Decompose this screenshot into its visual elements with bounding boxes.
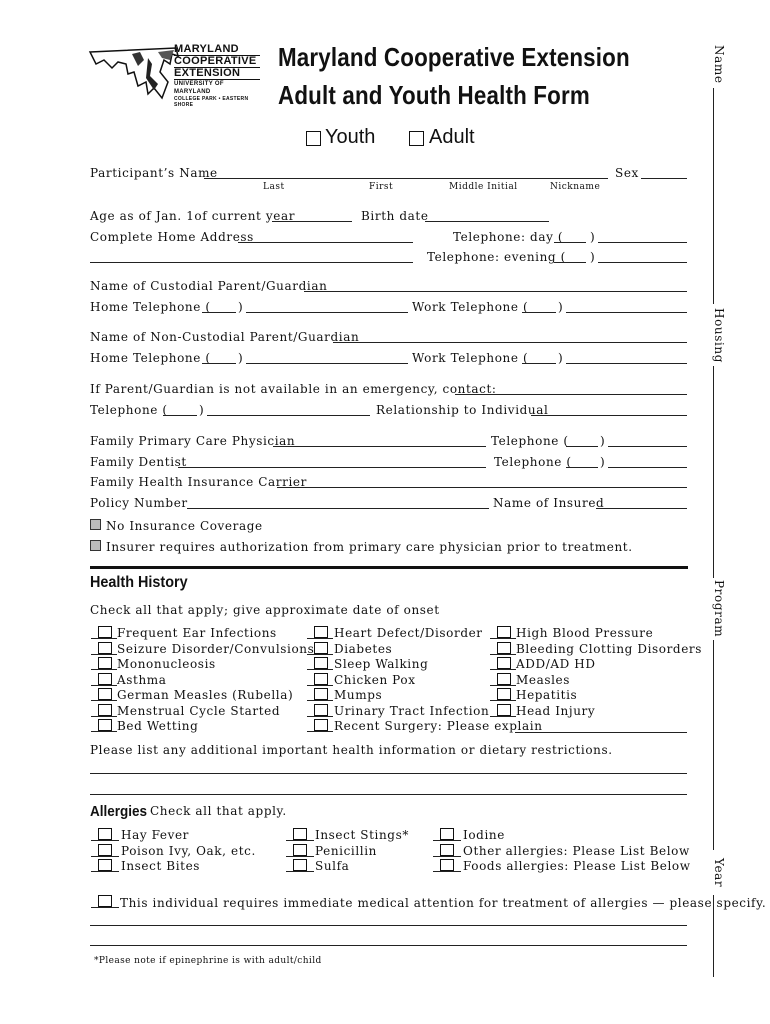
relationship-label: Relationship to Individual [376,403,549,417]
title-line-1: Maryland Cooperative Extension [278,42,630,72]
health-col1-label: Menstrual Cycle Started [117,703,281,718]
allergy-col3-checkbox[interactable] [440,828,454,840]
emergency-tel-label: Telephone ( [90,403,168,417]
emergency-contact-label: If Parent/Guardian is not available in an emergency, contact: [90,382,497,396]
participant-name-field[interactable] [204,178,608,179]
telephone-day-area[interactable] [554,242,586,243]
health-col1-checkbox[interactable] [98,642,112,654]
health-col2-underline [307,685,333,686]
health-col1-checkbox[interactable] [98,704,112,716]
telephone-evening-close: ) [590,250,596,264]
logo-line-4: UNIVERSITY OF MARYLAND [174,81,224,95]
health-col3-underline [490,654,516,655]
no-insurance-label: No Insurance Coverage [106,519,263,533]
health-col2-label: Sleep Walking [334,657,429,671]
dentist-tel-number[interactable] [608,467,687,468]
telephone-evening-label: Telephone: evening ( [427,250,566,264]
health-col3-checkbox[interactable] [497,626,511,638]
health-col2-label: Mumps [334,688,383,702]
custodial-home-tel-number[interactable] [246,312,408,313]
allergy-col3-label: Other allergies: Please List Below [463,843,690,858]
dentist-tel-label: Telephone ( [494,455,572,469]
logo-line-2: COOPERATIVE [174,56,260,68]
immediate-attention-line-1[interactable] [90,925,687,926]
allergy-col2-underline [286,840,314,841]
allergy-col2-label: Penicillin [315,843,378,858]
health-col1-checkbox[interactable] [98,626,112,638]
noncustodial-home-tel-number[interactable] [246,363,408,364]
health-col3-checkbox[interactable] [497,704,511,716]
physician-tel-area[interactable] [566,446,598,447]
logo-line-1: MARYLAND [174,44,260,56]
allergy-col3-label: Iodine [463,828,505,842]
noncustodial-parent-field[interactable] [333,342,687,343]
allergy-col3-checkbox[interactable] [440,859,454,871]
allergies-header: Allergies [90,803,148,820]
health-col1-underline [91,638,117,639]
custodial-work-tel-label: Work Telephone ( [412,300,529,314]
health-col3-underline [490,685,516,686]
allergy-col2-label: Sulfa [315,859,350,873]
allergy-col1-underline [91,840,119,841]
adult-label: Adult [429,126,475,148]
side-program-label: Program [712,580,726,638]
emergency-contact-field[interactable] [455,394,687,395]
health-col2-label: Urinary Tract Infection [334,703,490,718]
custodial-work-tel-area[interactable] [522,312,556,313]
epinephrine-note: *Please note if epinephrine is with adult/child [94,956,322,966]
side-housing-line[interactable] [713,366,714,578]
health-col2-checkbox[interactable] [314,704,328,716]
noncustodial-work-tel-number[interactable] [566,363,687,364]
health-col2-underline [307,731,333,732]
health-col2-label: Diabetes [334,641,393,656]
birth-date-field[interactable] [425,221,549,222]
physician-tel-label: Telephone ( [491,434,569,448]
allergy-col1-label: Insect Bites [121,859,201,873]
health-divider [90,566,688,569]
health-col3-underline [490,669,516,670]
insurer-auth-label: Insurer requires authorization from primary care physician prior to treatment. [106,540,633,554]
emergency-tel-close: ) [199,403,205,417]
home-address-field[interactable] [238,242,413,243]
health-col2-checkbox[interactable] [314,642,328,654]
additional-info-line-1[interactable] [90,773,687,774]
telephone-evening-number[interactable] [598,262,687,263]
health-col2-underline [307,716,333,717]
noncustodial-parent-label: Name of Non-Custodial Parent/Guardian [90,330,360,344]
health-col3-label: High Blood Pressure [516,626,654,640]
health-col1-label: Bed Wetting [117,719,199,733]
custodial-home-tel-area[interactable] [202,312,236,313]
insurer-auth-checkbox[interactable] [90,540,101,551]
adult-checkbox[interactable] [409,131,424,146]
policy-number-field[interactable] [187,508,489,509]
insurance-carrier-field[interactable] [277,487,687,488]
health-col3-underline [490,716,516,717]
youth-checkbox[interactable] [306,131,321,146]
allergy-col3-underline [433,856,461,857]
health-col3-label: Head Injury [516,703,596,718]
health-col1-label: Seizure Disorder/Convulsions [117,641,315,656]
dentist-tel-area[interactable] [566,467,598,468]
health-col2-checkbox[interactable] [314,673,328,685]
side-name-line[interactable] [713,88,714,304]
no-insurance-checkbox[interactable] [90,519,101,530]
allergy-col3-underline [433,840,461,841]
insurance-carrier-label: Family Health Insurance Carrier [90,475,307,489]
health-col1-underline [91,685,117,686]
name-of-insured-field[interactable] [596,508,687,509]
custodial-parent-field[interactable] [304,291,687,292]
side-program-line[interactable] [713,640,714,850]
health-col3-label: Hepatitis [516,688,578,702]
health-col1-label: Mononucleosis [117,657,216,671]
age-label: Age as of Jan. 1of current year [90,209,296,223]
telephone-evening-area[interactable] [554,262,586,263]
health-col2-underline [307,654,333,655]
noncustodial-work-tel-close: ) [558,351,564,365]
immediate-attention-underline [91,907,119,908]
allergy-col3-checkbox[interactable] [440,844,454,856]
allergy-col1-label: Poison Ivy, Oak, etc. [121,843,256,858]
health-col1-checkbox[interactable] [98,657,112,669]
nickname-caption: Nickname [550,182,601,192]
health-col1-label: Asthma [117,672,167,687]
noncustodial-work-tel-area[interactable] [522,363,556,364]
youth-label: Youth [325,126,376,148]
home-address-label: Complete Home Address [90,230,254,244]
health-col3-underline [490,700,516,701]
physician-tel-number[interactable] [608,446,687,447]
noncustodial-work-tel-label: Work Telephone ( [412,351,529,365]
allergy-col1-checkbox[interactable] [98,828,112,840]
immediate-attention-checkbox[interactable] [98,895,112,907]
health-instruction: Check all that apply; give approximate date of onset [90,603,440,617]
sex-label: Sex [615,166,639,180]
physician-tel-close: ) [600,434,606,448]
health-col1-checkbox[interactable] [98,673,112,685]
custodial-work-tel-close: ) [558,300,564,314]
allergy-col1-label: Hay Fever [121,828,190,842]
health-col1-checkbox[interactable] [98,688,112,700]
allergy-col1-underline [91,856,119,857]
allergy-col2-checkbox[interactable] [293,859,307,871]
allergy-col3-label: Foods allergies: Please List Below [463,859,691,873]
relationship-field[interactable] [531,415,687,416]
logo-line-5: COLLEGE PARK • EASTERN SHORE [174,96,249,108]
emergency-tel-area[interactable] [163,415,197,416]
health-col2-checkbox[interactable] [314,688,328,700]
allergy-col2-checkbox[interactable] [293,844,307,856]
health-col1-label: Frequent Ear Infections [117,626,277,640]
physician-field[interactable] [273,446,486,447]
health-col1-underline [91,654,117,655]
birth-date-label: Birth date [361,209,429,223]
additional-info-label: Please list any additional important health information or dietary restrictions. [90,743,613,757]
health-col2-underline [307,638,333,639]
telephone-day-close: ) [590,230,596,244]
logo-line-3: EXTENSION [174,68,260,80]
telephone-day-number[interactable] [598,242,687,243]
custodial-home-tel-close: ) [238,300,244,314]
dentist-field[interactable] [178,467,486,468]
health-col3-label: ADD/AD HD [516,657,596,671]
noncustodial-home-tel-close: ) [238,351,244,365]
side-year-label: Year [712,858,726,888]
side-year-line[interactable] [713,895,714,977]
title-line-2: Adult and Youth Health Form [278,80,590,110]
custodial-parent-label: Name of Custodial Parent/Guardian [90,279,328,293]
health-col2-label: Recent Surgery: Please explain [334,719,543,733]
noncustodial-home-tel-area[interactable] [202,363,236,364]
age-field[interactable] [272,221,352,222]
health-history-header: Health History [90,574,188,591]
health-col3-checkbox[interactable] [497,673,511,685]
health-col3-label: Measles [516,672,570,687]
telephone-day-label: Telephone: day ( [453,230,564,244]
middle-caption: Middle Initial [449,182,518,192]
emergency-tel-number[interactable] [207,415,370,416]
name-of-insured-label: Name of Insured [493,496,605,510]
allergy-col1-checkbox[interactable] [98,844,112,856]
policy-number-label: Policy Number [90,496,188,510]
health-col2-underline [307,700,333,701]
health-col1-label: German Measles (Rubella) [117,688,294,702]
allergies-instruction: Check all that apply. [150,804,287,818]
allergy-col2-checkbox[interactable] [293,828,307,840]
participant-name-label: Participant’s Name [90,166,218,180]
health-col3-label: Bleeding Clotting Disorders [516,641,703,656]
recent-surgery-field[interactable] [515,732,687,733]
home-address-field-2[interactable] [90,262,413,263]
health-col2-label: Chicken Pox [334,672,416,687]
physician-label: Family Primary Care Physician [90,434,296,448]
health-col2-label: Heart Defect/Disorder [334,626,483,640]
health-col1-underline [91,669,117,670]
allergy-col1-underline [91,871,119,872]
health-col3-checkbox[interactable] [497,688,511,700]
sex-field[interactable] [641,178,687,179]
health-col2-checkbox[interactable] [314,626,328,638]
last-caption: Last [263,182,285,192]
first-caption: First [369,182,394,192]
custodial-home-tel-label: Home Telephone ( [90,300,211,314]
noncustodial-home-tel-label: Home Telephone ( [90,351,211,365]
immediate-attention-line-2[interactable] [90,945,687,946]
side-name-label: Name [712,45,726,84]
allergy-col2-label: Insect Stings* [315,828,409,842]
allergy-col1-checkbox[interactable] [98,859,112,871]
health-col3-checkbox[interactable] [497,642,511,654]
health-col2-checkbox[interactable] [314,657,328,669]
side-housing-label: Housing [712,308,726,364]
allergy-col2-underline [286,871,314,872]
custodial-work-tel-number[interactable] [566,312,687,313]
logo [88,42,260,108]
dentist-tel-close: ) [600,455,606,469]
allergy-col2-underline [286,856,314,857]
allergy-col3-underline [433,871,461,872]
health-col2-checkbox[interactable] [314,719,328,731]
health-col3-underline [490,638,516,639]
dentist-label: Family Dentist [90,455,187,469]
health-col1-underline [91,716,117,717]
additional-info-line-2[interactable] [90,794,687,795]
health-col1-underline [91,731,117,732]
immediate-attention-label: This individual requires immediate medical attention for treatment of allergies — please specify. [120,896,767,910]
health-col1-checkbox[interactable] [98,719,112,731]
health-col3-checkbox[interactable] [497,657,511,669]
maryland-map-icon [88,42,184,104]
health-col2-underline [307,669,333,670]
health-col1-underline [91,700,117,701]
